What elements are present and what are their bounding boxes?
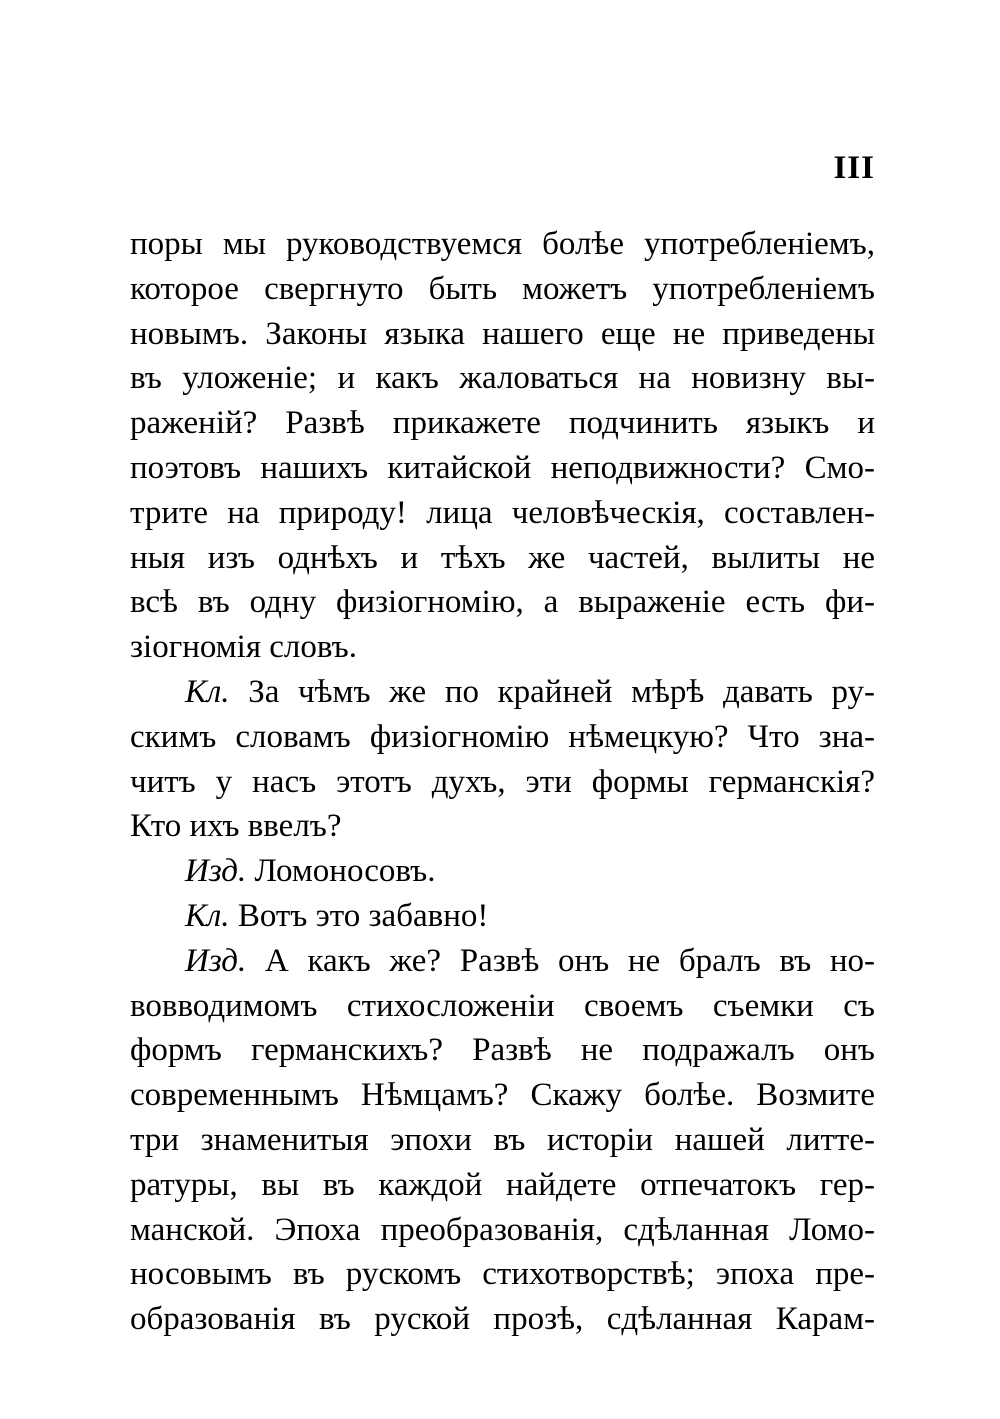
text-line [130, 715, 875, 760]
line-text: всѣ въ одну физіогномію, а выраженіе есть фи- [130, 584, 875, 621]
line-text: новымъ. Законы языка нашего еще не приведены [130, 315, 875, 352]
line-text: зіогномія словъ. [130, 629, 357, 666]
text-line [130, 670, 875, 715]
speaker-label: Изд. [185, 942, 247, 979]
line-text: ныя изъ однѣхъ и тѣхъ же частей, вылиты не [130, 539, 875, 576]
text-line [130, 446, 875, 491]
text-line [130, 894, 875, 939]
line-text: За чѣмъ же по крайней мѣрѣ давать ру- [248, 673, 875, 710]
line-text: поры мы руководствуемся болѣе употребленіемъ, [130, 226, 875, 262]
text-line [130, 491, 875, 536]
line-text: раженій? Развѣ прикажете подчинить языкъ и [130, 405, 875, 442]
line-text: Кто ихъ ввелъ? [130, 808, 342, 845]
text-line [130, 1118, 875, 1163]
line-text: поэтовъ нашихъ китайской неподвижности? Смо- [130, 449, 875, 486]
text-line [130, 356, 875, 401]
line-text: образованія въ руской прозѣ, сдѣланная Карам- [130, 1301, 875, 1338]
line-text: формъ германскихъ? Развѣ не подражалъ онъ [130, 1032, 875, 1069]
text-line [130, 804, 875, 849]
speaker-label: Кл. [185, 897, 230, 934]
line-text: читъ у насъ этотъ духъ, эти формы германскія? [130, 763, 875, 800]
page-number: III [833, 150, 875, 186]
line-text: ратуры, вы въ каждой найдете отпечатокъ гер- [130, 1166, 875, 1203]
text-line [130, 536, 875, 581]
text-line [130, 760, 875, 805]
line-text: Вотъ это забавно! [237, 897, 489, 934]
line-text: современнымъ Нѣмцамъ? Скажу болѣе. Возмите [130, 1077, 875, 1114]
line-text: Ломоносовъ. [254, 853, 436, 890]
body-text [130, 222, 875, 1342]
text-line [130, 222, 875, 267]
text-line [130, 401, 875, 446]
line-text: А какъ же? Развѣ онъ не бралъ въ но- [264, 942, 876, 979]
line-text: манской. Эпоха преобразованія, сдѣланная Ломо- [130, 1211, 875, 1248]
text-line [130, 984, 875, 1029]
text-line [130, 1252, 875, 1297]
speaker-label: Кл. [185, 673, 230, 710]
line-text: вовводимомъ стихосложеніи своемъ съемки съ [130, 987, 875, 1024]
line-text: въ уложеніе; и какъ жаловаться на новизну вы- [130, 360, 875, 397]
text-line [130, 939, 875, 984]
speaker-label: Изд. [185, 853, 247, 890]
line-text: три знаменитыя эпохи въ исторіи нашей литте- [130, 1121, 875, 1158]
text-line [130, 1208, 875, 1253]
text-line [130, 1073, 875, 1118]
line-text: скимъ словамъ физіогномію нѣмецкую? Что зна- [130, 718, 875, 755]
text-line [130, 1028, 875, 1073]
line-text: носовымъ въ рускомъ стихотворствѣ; эпоха пре- [130, 1256, 875, 1293]
line-text: которое свергнуто быть можетъ употребленіемъ [130, 270, 875, 307]
text-line [130, 267, 875, 312]
text-line [130, 1163, 875, 1208]
text-line [130, 1297, 875, 1342]
text-line [130, 625, 875, 670]
text-line [130, 849, 875, 894]
line-text: трите на природу! лица человѣческія, составлен- [130, 494, 875, 531]
text-line [130, 312, 875, 357]
text-line [130, 580, 875, 625]
